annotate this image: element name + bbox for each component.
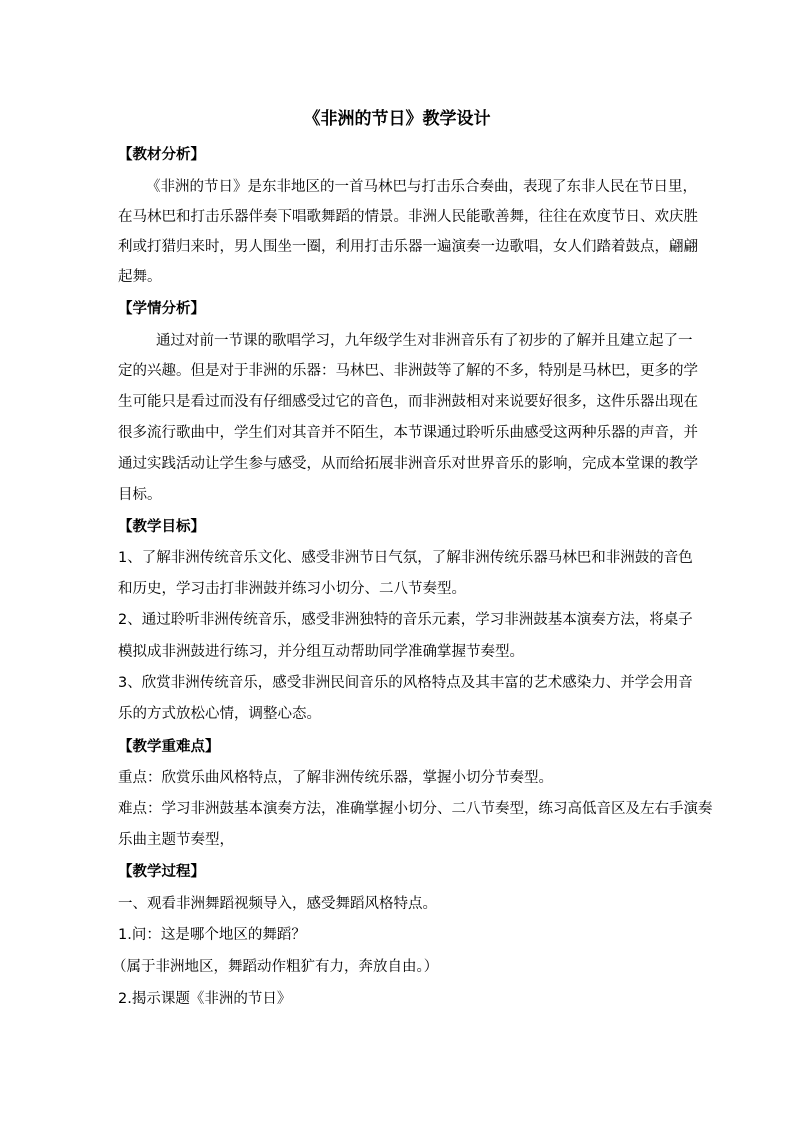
paragraph-line: 一、观看非洲舞蹈视频导入，感受舞蹈风格特点。 <box>118 896 437 912</box>
document-title: 《非洲的节日》教学设计 <box>303 109 491 129</box>
paragraph-line: 重点：欣赏乐曲风格特点，了解非洲传统乐器，掌握小切分节奏型。 <box>118 770 553 786</box>
paragraph-line: 《非洲的节日》是东非地区的一首马林巴与打击乐合奏曲，表现了东非人民在节日里， <box>146 179 697 195</box>
paragraph-line: 乐曲主题节奏型， <box>118 832 234 848</box>
paragraph-line: 生可能只是看过而没有仔细感受过它的音色，而非洲鼓相对来说要好很多，这件乐器出现在 <box>118 394 698 410</box>
paragraph-line: 和历史，学习击打非洲鼓并练习小切分、二八节奏型。 <box>118 581 466 597</box>
paragraph-line: 乐的方式放松心情，调整心态。 <box>118 706 321 722</box>
paragraph-line: 通过对前一节课的歌唱学习，九年级学生对非洲音乐有了初步的了解并且建立起了一 <box>156 333 693 349</box>
paragraph-line: 通过实践活动让学生参与感受，从而给拓展非洲音乐对世界音乐的影响，完成本堂课的教学 <box>118 456 698 472</box>
section-heading-keypoints: 【教学重难点】 <box>118 739 220 755</box>
section-heading-goals: 【教学目标】 <box>118 519 205 535</box>
section-heading-textbook: 【教材分析】 <box>118 147 205 163</box>
paragraph-line: 1.问：这是哪个地区的舞蹈？ <box>118 927 306 943</box>
section-heading-students: 【学情分析】 <box>118 301 205 317</box>
paragraph-line: 2、通过聆听非洲传统音乐，感受非洲独特的音乐元素，学习非洲鼓基本演奏方法，将桌子 <box>118 612 693 628</box>
paragraph-line: 很多流行歌曲中，学生们对其音并不陌生，本节课通过聆听乐曲感受这两种乐器的声音，并 <box>118 425 698 441</box>
paragraph-line: 目标。 <box>118 487 162 503</box>
paragraph-line: 3、欣赏非洲传统音乐，感受非洲民间音乐的风格特点及其丰富的艺术感染力、并学会用音 <box>118 675 693 691</box>
paragraph-line: 模拟成非洲鼓进行练习，并分组互动帮助同学准确掌握节奏型。 <box>118 644 524 660</box>
paragraph-line: 难点：学习非洲鼓基本演奏方法，准确掌握小切分、二八节奏型，练习高低音区及左右手演奏 <box>118 801 713 817</box>
paragraph-line: 在马林巴和打击乐器伴奏下唱歌舞蹈的情景。非洲人民能歌善舞，往往在欢度节日、欢庆胜 <box>118 209 698 225</box>
paragraph-line: 2.揭示课题《非洲的节日》 <box>118 991 292 1007</box>
paragraph-line: 利或打猎归来时，男人围坐一圈，利用打击乐器一遍演奏一边歌唱，女人们踏着鼓点，翩翩 <box>118 239 698 255</box>
paragraph-line: 定的兴趣。但是对于非洲的乐器：马林巴、非洲鼓等了解的不多，特别是马林巴，更多的学 <box>118 363 698 379</box>
paragraph-line: （属于非洲地区，舞蹈动作粗犷有力，奔放自由。） <box>112 959 439 975</box>
paragraph-line: 1、了解非洲传统音乐文化、感受非洲节日气氛，了解非洲传统乐器马林巴和非洲鼓的音色 <box>118 550 693 566</box>
section-heading-process: 【教学过程】 <box>118 864 205 880</box>
paragraph-line: 起舞。 <box>118 269 162 285</box>
